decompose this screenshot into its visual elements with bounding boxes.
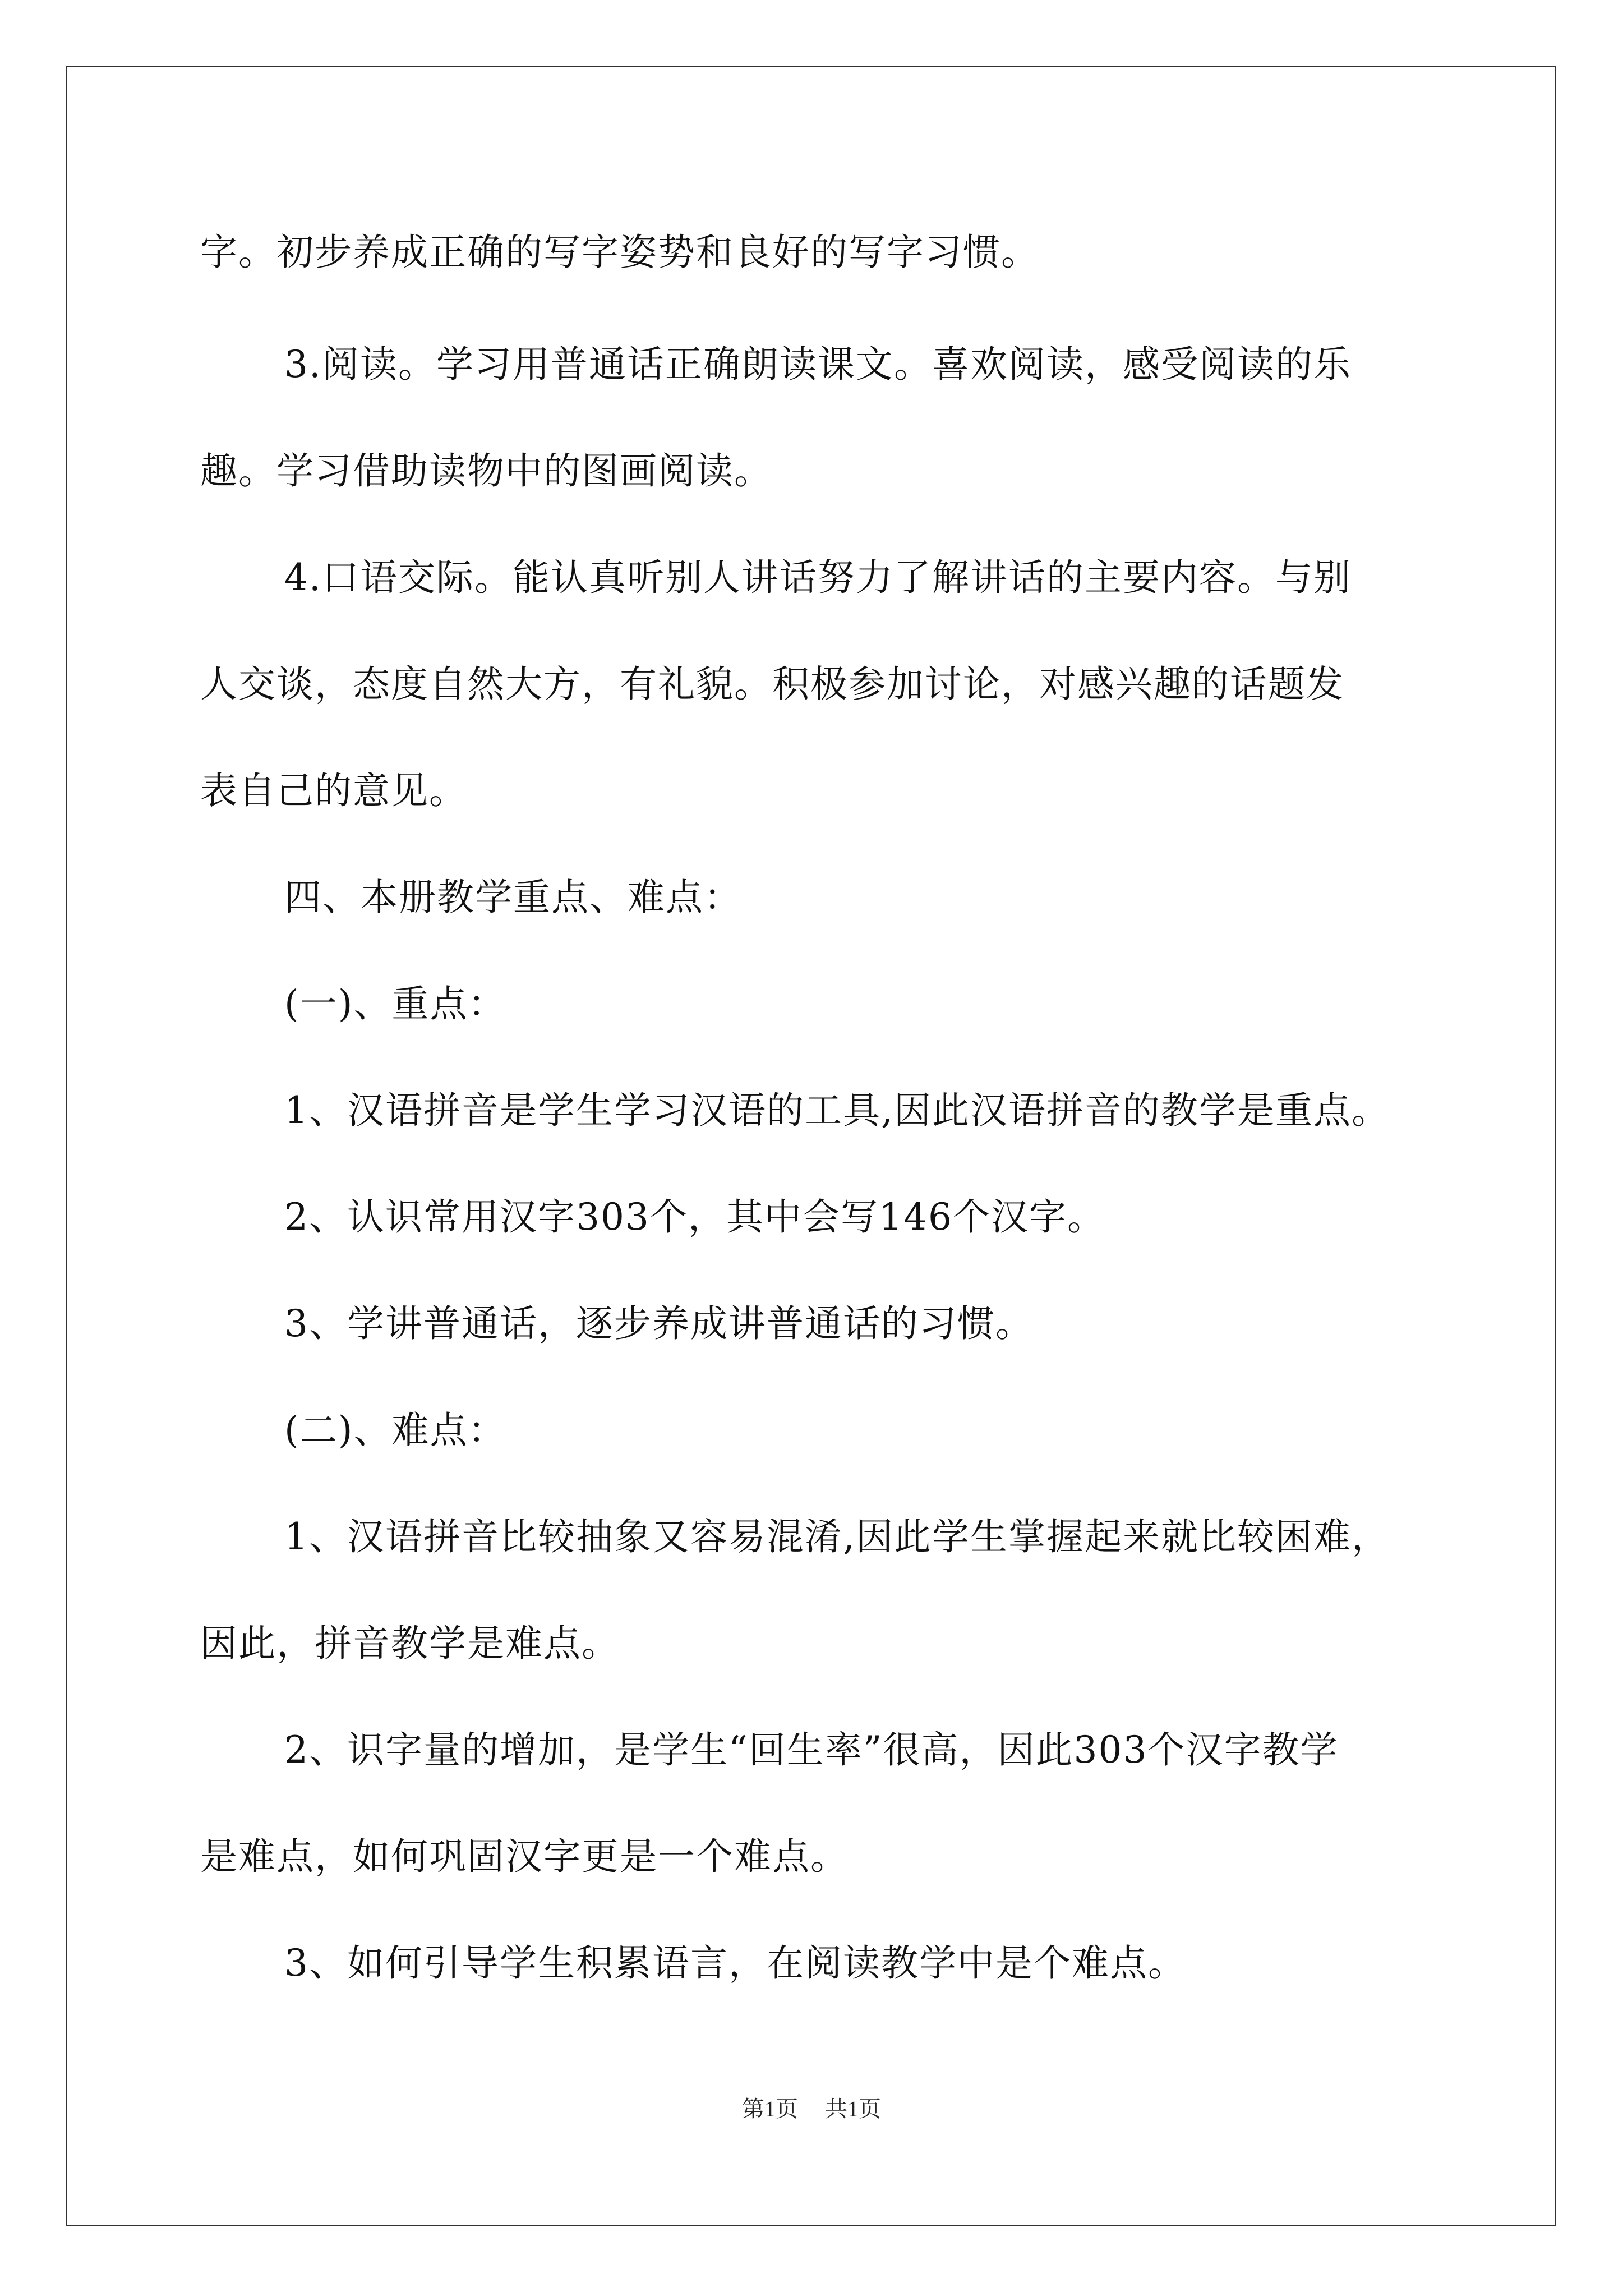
- subsection-heading: (二)、难点：: [284, 1409, 506, 1452]
- page-total: 共1页: [825, 2096, 881, 2122]
- section-heading: 四、本册教学重点、难点：: [284, 876, 742, 919]
- page-border: [66, 66, 1556, 2226]
- text-line: 3、学讲普通话，逐步养成讲普通话的习惯。: [284, 1302, 1034, 1345]
- text-line: 表自己的意见。: [200, 769, 467, 812]
- text-line: 2、识字量的增加，是学生“回生率”很高，因此303个汉字教学: [284, 1728, 1339, 1772]
- page-number: 第1页: [742, 2096, 798, 2122]
- text-line: 字。初步养成正确的写字姿势和良好的写字习惯。: [200, 231, 1039, 274]
- subsection-heading: (一)、重点：: [284, 982, 506, 1025]
- text-line: 3、如何引导学生积累语言，在阅读教学中是个难点。: [284, 1941, 1186, 1985]
- page-footer: [0, 2095, 1623, 2123]
- text-line: 是难点，如何巩固汉字更是一个难点。: [200, 1835, 849, 1878]
- text-line: 4.口语交际。能认真听别人讲话努力了解讲话的主要内容。与别: [284, 556, 1352, 599]
- text-line: 人交谈，态度自然大方，有礼貌。积极参加讨论，对感兴趣的话题发: [200, 662, 1344, 706]
- text-line: 趣。学习借助读物中的图画阅读。: [200, 449, 772, 493]
- text-line: 1、汉语拼音比较抽象又容易混淆,因此学生掌握起来就比较困难，: [284, 1515, 1390, 1558]
- text-line: 1、汉语拼音是学生学习汉语的工具,因此汉语拼音的教学是重点。: [284, 1089, 1390, 1132]
- text-line: 因此，拼音教学是难点。: [200, 1622, 620, 1665]
- text-line: 3.阅读。学习用普通话正确朗读课文。喜欢阅读，感受阅读的乐: [284, 343, 1352, 386]
- text-line: 2、认识常用汉字303个，其中会写146个汉字。: [284, 1195, 1105, 1239]
